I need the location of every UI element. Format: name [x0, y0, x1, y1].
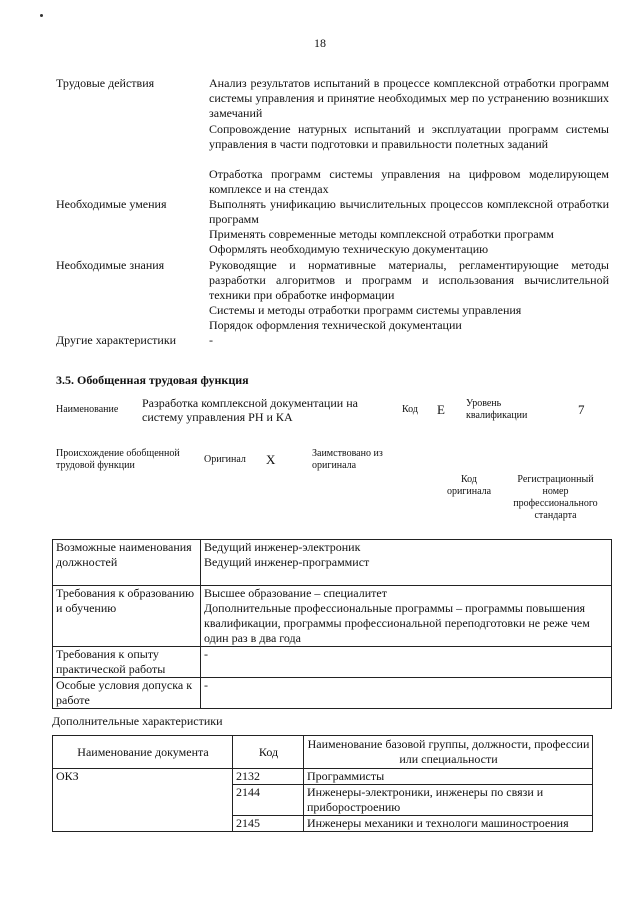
code-cell: 2145 — [233, 816, 304, 832]
table-row — [53, 736, 593, 769]
header-code: Код — [233, 736, 304, 769]
skill-1: Выполнять унификацию вычислительных процессов комплексной отработки программ — [209, 197, 609, 226]
table-row — [53, 586, 612, 647]
work-action-1: Анализ результатов испытаний в процессе комплексной отработки программ системы управления и принятие необходимых мер по устранению возникших замечаний — [209, 76, 609, 120]
work-action-3: Отработка программ системы управления на цифровом моделирующем комплексе и на стендах — [209, 167, 609, 196]
table-row — [53, 769, 593, 785]
group-name-cell: Инженеры механики и технологи машиностроения — [304, 816, 593, 832]
header-group-name: Наименование базовой группы, должности, профессии или специальности — [304, 736, 593, 769]
origin-label: Происхождение обобщенной трудовой функции — [56, 448, 180, 471]
section-title: 3.5. Обобщенная трудовая функция — [56, 373, 249, 387]
req-line: Дополнительные профессиональные программы – программы повышения квалификации, программы профессиональной переподготовки не реже чем один раз в два года — [204, 601, 590, 645]
original-label: Оригинал — [204, 454, 246, 465]
original-code-label: Код оригинала — [446, 474, 492, 497]
group-name-cell: Программисты — [304, 769, 593, 785]
req-line: Высшее образование – специалитет — [204, 586, 387, 600]
skill-2: Применять современные методы комплексной отработки программ — [209, 227, 554, 241]
skills-label: Необходимые умения — [56, 197, 167, 211]
req-value — [201, 540, 612, 586]
level-label: Уровень квалификации — [466, 398, 528, 421]
req-value — [201, 586, 612, 647]
work-action-2: Сопровождение натурных испытаний и эксплуатации программ системы управления в части подготовки и правильности полетных заданий — [209, 122, 609, 151]
other-value: - — [209, 333, 213, 347]
req-label: Требования к образованию и обучению — [53, 586, 201, 647]
knowledge-1: Руководящие и нормативные материалы, регламентирующие методы разработки алгоритмов и программ и использования вычислительной техники при обработке информации — [209, 258, 609, 302]
skill-3: Оформлять необходимую техническую документацию — [209, 242, 489, 256]
req-line: Ведущий инженер-программист — [204, 555, 370, 569]
borrowed-label: Заимствовано из оригинала — [312, 448, 383, 471]
name-label: Наименование — [56, 404, 119, 415]
knowledge-2: Системы и методы отработки программ системы управления — [209, 303, 522, 317]
knowledge-3: Порядок оформления технической документации — [209, 318, 462, 332]
req-line: Ведущий инженер-электроник — [204, 540, 361, 554]
req-label: Требования к опыту практической работы — [53, 647, 201, 678]
code-cell: 2132 — [233, 769, 304, 785]
page-number: 18 — [314, 36, 326, 50]
group-name-cell: Инженеры-электроники, инженеры по связи и приборостроению — [304, 785, 593, 816]
scan-dot — [40, 14, 43, 17]
reg-number-label: Регистрационный номер профессионального стандарта — [513, 474, 598, 521]
other-label: Другие характеристики — [56, 333, 177, 347]
knowledge-label: Необходимые знания — [56, 258, 165, 272]
code-value: E — [437, 402, 445, 417]
additional-title: Дополнительные характеристики — [52, 714, 223, 728]
table-row — [53, 678, 612, 709]
req-value: - — [201, 678, 612, 709]
code-label: Код — [402, 404, 418, 415]
original-mark: X — [266, 452, 276, 467]
level-value: 7 — [578, 402, 585, 417]
req-label: Возможные наименования должностей — [53, 540, 201, 586]
additional-table — [52, 735, 593, 832]
name-value: Разработка комплексной документации на систему управления РН и КА — [142, 396, 358, 424]
requirements-table — [52, 539, 612, 709]
code-cell: 2144 — [233, 785, 304, 816]
req-value: - — [201, 647, 612, 678]
work-actions-label: Трудовые действия — [56, 76, 155, 90]
req-label: Особые условия допуска к работе — [53, 678, 201, 709]
doc-name-cell: ОКЗ — [53, 769, 233, 832]
table-row — [53, 647, 612, 678]
header-doc-name: Наименование документа — [53, 736, 233, 769]
table-row — [53, 540, 612, 586]
